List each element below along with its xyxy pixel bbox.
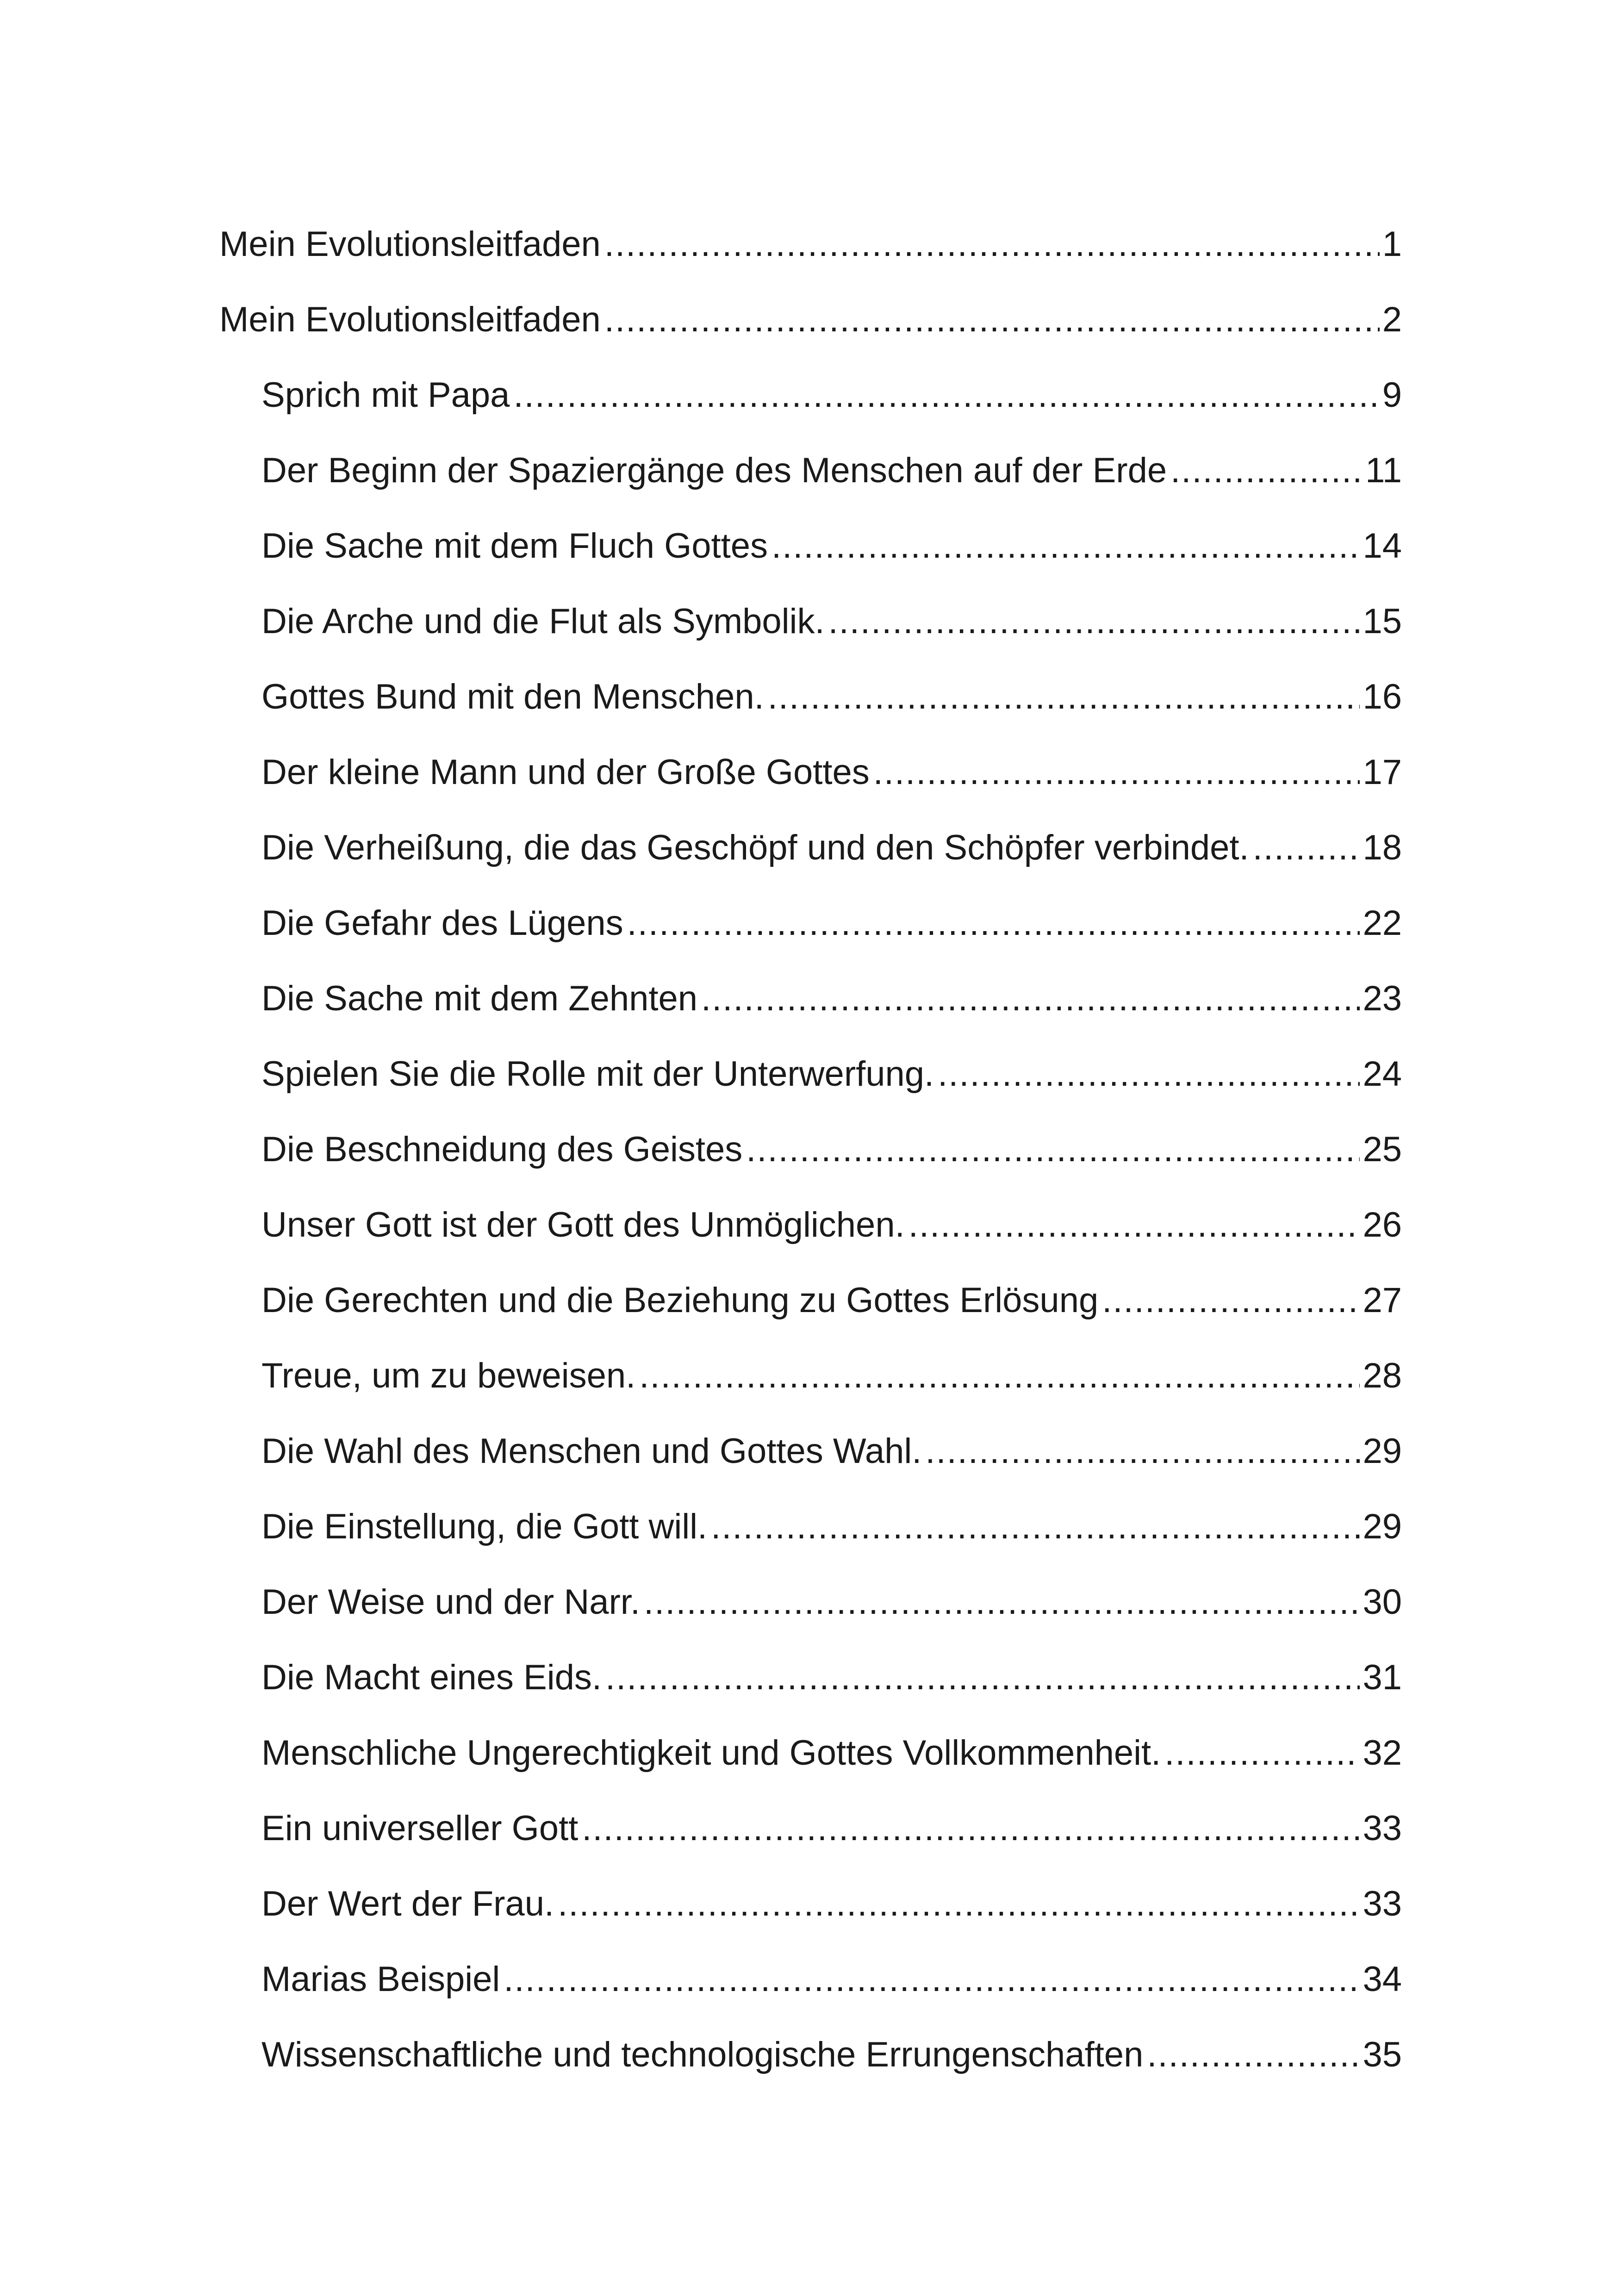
toc-entry[interactable] — [219, 508, 1402, 584]
toc-entry-title: Gottes Bund mit den Menschen. — [261, 677, 764, 716]
toc-dot-leader — [639, 1338, 1360, 1413]
toc-entry[interactable] — [219, 1715, 1402, 1791]
toc-dot-leader — [701, 961, 1360, 1036]
toc-entry[interactable] — [219, 734, 1402, 810]
toc-entry-title: Die Arche und die Flut als Symbolik. — [261, 602, 825, 641]
toc-entry[interactable] — [219, 1866, 1402, 1941]
toc-entry-title: Der kleine Mann und der Große Gottes — [261, 753, 870, 792]
toc-dot-leader — [604, 282, 1380, 357]
toc-entry-title: Sprich mit Papa — [261, 375, 510, 415]
toc-entry-page-number: 31 — [1363, 1658, 1402, 1697]
toc-entry-title: Die Sache mit dem Zehnten — [261, 979, 698, 1018]
toc-entry[interactable] — [219, 433, 1402, 508]
toc-entry-page-number: 18 — [1363, 828, 1402, 867]
toc-entry-page-number: 35 — [1363, 2035, 1402, 2074]
toc-dot-leader — [504, 1941, 1360, 2017]
toc-entry[interactable] — [219, 1036, 1402, 1112]
toc-entry-title: Die Gefahr des Lügens — [261, 903, 623, 943]
toc-entry-page-number: 28 — [1363, 1356, 1402, 1395]
toc-entry-title: Die Gerechten und die Beziehung zu Gottes Erlösung — [261, 1281, 1099, 1320]
toc-dot-leader — [772, 508, 1360, 584]
toc-entry[interactable] — [219, 357, 1402, 433]
toc-entry-page-number: 16 — [1363, 677, 1402, 716]
toc-entry[interactable] — [219, 1112, 1402, 1187]
toc-entry[interactable] — [219, 1413, 1402, 1489]
toc-entry[interactable] — [219, 659, 1402, 734]
toc-entry-page-number: 1 — [1382, 224, 1402, 264]
toc-entry-title: Der Wert der Frau. — [261, 1884, 554, 1923]
toc-dot-leader — [604, 206, 1380, 282]
toc-entry-title: Die Sache mit dem Fluch Gottes — [261, 526, 768, 566]
toc-entry-title: Die Verheißung, die das Geschöpf und den Schöpfer verbindet. — [261, 828, 1249, 867]
toc-entry-page-number: 27 — [1363, 1281, 1402, 1320]
toc-dot-leader — [1164, 1715, 1360, 1791]
toc-dot-leader — [1147, 2017, 1360, 2092]
toc-dot-leader — [644, 1564, 1360, 1640]
toc-entry[interactable] — [219, 2017, 1402, 2092]
toc-entry-page-number: 22 — [1363, 903, 1402, 943]
toc-entry-page-number: 24 — [1363, 1054, 1402, 1094]
toc-dot-leader — [1253, 810, 1360, 885]
toc-entry-page-number: 26 — [1363, 1205, 1402, 1244]
toc-entry-page-number: 33 — [1363, 1884, 1402, 1923]
toc-entry[interactable] — [219, 1338, 1402, 1413]
toc-entry-page-number: 29 — [1363, 1431, 1402, 1471]
toc-dot-leader — [711, 1489, 1360, 1564]
toc-entry-page-number: 25 — [1363, 1130, 1402, 1169]
toc-dot-leader — [768, 659, 1360, 734]
toc-dot-leader — [605, 1640, 1360, 1715]
toc-entry-title: Die Wahl des Menschen und Gottes Wahl. — [261, 1431, 922, 1471]
toc-entry-title: Die Einstellung, die Gott will. — [261, 1507, 708, 1546]
toc-entry-page-number: 14 — [1363, 526, 1402, 566]
toc-dot-leader — [1102, 1263, 1360, 1338]
toc-entry[interactable] — [219, 961, 1402, 1036]
toc-entry-title: Menschliche Ungerechtigkeit und Gottes Vollkommenheit. — [261, 1733, 1161, 1773]
toc-entry-title: Wissenschaftliche und technologische Errungenschaften — [261, 2035, 1144, 2074]
toc-entry-title: Die Beschneidung des Geistes — [261, 1130, 743, 1169]
toc-entry-title: Marias Beispiel — [261, 1960, 500, 1999]
toc-entry-page-number: 15 — [1363, 602, 1402, 641]
toc-entry-page-number: 33 — [1363, 1809, 1402, 1848]
toc-dot-leader — [627, 885, 1360, 961]
toc-entry-page-number: 23 — [1363, 979, 1402, 1018]
toc-entry[interactable] — [219, 1640, 1402, 1715]
toc-dot-leader — [828, 584, 1360, 659]
toc-dot-leader — [909, 1187, 1360, 1263]
toc-entry-title: Der Beginn der Spaziergänge des Menschen auf der Erde — [261, 451, 1167, 490]
toc-entry-title: Die Macht eines Eids. — [261, 1658, 602, 1697]
table-of-contents — [219, 206, 1402, 2092]
toc-entry-title: Ein universeller Gott — [261, 1809, 579, 1848]
toc-entry-page-number: 11 — [1365, 451, 1402, 490]
toc-entry-page-number: 30 — [1363, 1582, 1402, 1622]
toc-entry-page-number: 29 — [1363, 1507, 1402, 1546]
toc-entry[interactable] — [219, 282, 1402, 357]
toc-entry[interactable] — [219, 206, 1402, 282]
toc-entry-title: Der Weise und der Narr. — [261, 1582, 641, 1622]
toc-entry-title: Mein Evolutionsleitfaden — [219, 224, 601, 264]
toc-entry[interactable] — [219, 1489, 1402, 1564]
toc-entry-title: Mein Evolutionsleitfaden — [219, 300, 601, 339]
toc-entry-title: Treue, um zu beweisen. — [261, 1356, 636, 1395]
toc-entry-page-number: 2 — [1382, 300, 1402, 339]
toc-entry-page-number: 9 — [1382, 375, 1402, 415]
toc-dot-leader — [873, 734, 1360, 810]
toc-dot-leader — [925, 1413, 1360, 1489]
toc-entry[interactable] — [219, 1263, 1402, 1338]
toc-dot-leader — [582, 1791, 1360, 1866]
toc-entry-title: Spielen Sie die Rolle mit der Unterwerfung. — [261, 1054, 934, 1094]
toc-entry-page-number: 17 — [1363, 753, 1402, 792]
toc-entry[interactable] — [219, 885, 1402, 961]
toc-entry[interactable] — [219, 1941, 1402, 2017]
toc-entry-page-number: 32 — [1363, 1733, 1402, 1773]
toc-entry-title: Unser Gott ist der Gott des Unmöglichen. — [261, 1205, 905, 1244]
toc-entry[interactable] — [219, 1187, 1402, 1263]
toc-entry[interactable] — [219, 810, 1402, 885]
toc-dot-leader — [746, 1112, 1360, 1187]
toc-entry[interactable] — [219, 1791, 1402, 1866]
toc-dot-leader — [938, 1036, 1360, 1112]
toc-dot-leader — [1170, 433, 1363, 508]
toc-entry[interactable] — [219, 584, 1402, 659]
toc-dot-leader — [513, 357, 1379, 433]
toc-entry[interactable] — [219, 1564, 1402, 1640]
toc-entry-page-number: 34 — [1363, 1960, 1402, 1999]
toc-dot-leader — [558, 1866, 1360, 1941]
